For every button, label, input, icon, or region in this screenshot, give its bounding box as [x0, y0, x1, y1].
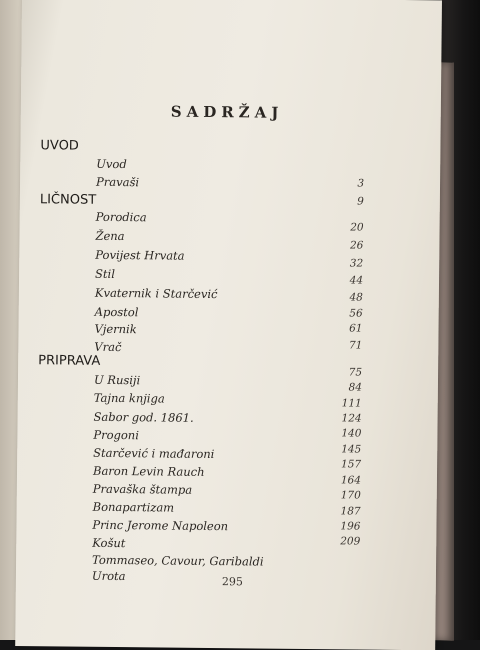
- page-number: 196: [340, 520, 361, 533]
- page-number: 20: [350, 221, 364, 234]
- page-number: 170: [340, 489, 361, 502]
- toc-entry: Bonapartizam: [92, 499, 175, 515]
- page-number: 26: [349, 239, 364, 252]
- toc-entry: Pravaši: [95, 174, 140, 190]
- toc-entry: Starčević i mađaroni: [93, 445, 215, 462]
- section-priprava: PRIPRAVA: [38, 353, 101, 369]
- page-number: 157: [341, 458, 362, 471]
- toc-entry: Apostol: [94, 304, 139, 320]
- toc-entry: Baron Levin Rauch: [92, 463, 205, 479]
- page-number: 187: [340, 505, 361, 518]
- page-number: 56: [349, 307, 363, 320]
- section-licnost: LIČNOST: [39, 192, 97, 208]
- page-number: 145: [341, 443, 362, 456]
- page-number: 44: [349, 274, 364, 287]
- toc-entry: Sabor god. 1861.: [93, 409, 194, 425]
- page-number: 3: [357, 177, 365, 190]
- toc-entry: Povijest Hrvata: [95, 247, 185, 263]
- page-number: 209: [340, 535, 361, 548]
- page-number: 75: [348, 366, 363, 379]
- page-number: 71: [348, 339, 363, 352]
- page-number: 111: [341, 397, 362, 410]
- page-number: 48: [349, 291, 363, 304]
- page-number: 164: [340, 474, 362, 487]
- toc-entry: Progoni: [93, 427, 140, 443]
- toc-entry: Pravaška štampa: [92, 481, 193, 497]
- toc-entry: Tajna knjiga: [93, 390, 165, 406]
- toc-entry: Uvod: [96, 156, 127, 172]
- page-number: 84: [348, 381, 362, 394]
- toc-entry: Urota: [91, 568, 126, 584]
- page-number: 140: [341, 427, 362, 440]
- toc-entry: Stil: [95, 266, 116, 281]
- page-number: 124: [341, 412, 362, 425]
- toc-entry: Porodica: [95, 209, 147, 225]
- folio-number: 295: [221, 575, 243, 589]
- page-number: 61: [349, 322, 363, 335]
- toc-entry: Vjernik: [94, 321, 137, 337]
- page-number: 32: [349, 257, 364, 270]
- toc-entry: Princ Jerome Napoleon: [92, 517, 229, 534]
- toc-entry: Vrač: [94, 339, 122, 355]
- book-page: [15, 0, 442, 650]
- toc-entry: Žena: [95, 228, 125, 244]
- toc-entry: Košut: [92, 535, 126, 551]
- page-title: SADRŽAJ: [170, 102, 284, 122]
- section-uvod: UVOD: [40, 138, 79, 154]
- toc-entry: Kvaternik i Starčević: [94, 285, 218, 302]
- toc-entry: Tommaseo, Cavour, Garibaldi: [92, 552, 264, 569]
- toc-entry: U Rusiji: [93, 372, 141, 388]
- page-number: 9: [357, 195, 364, 208]
